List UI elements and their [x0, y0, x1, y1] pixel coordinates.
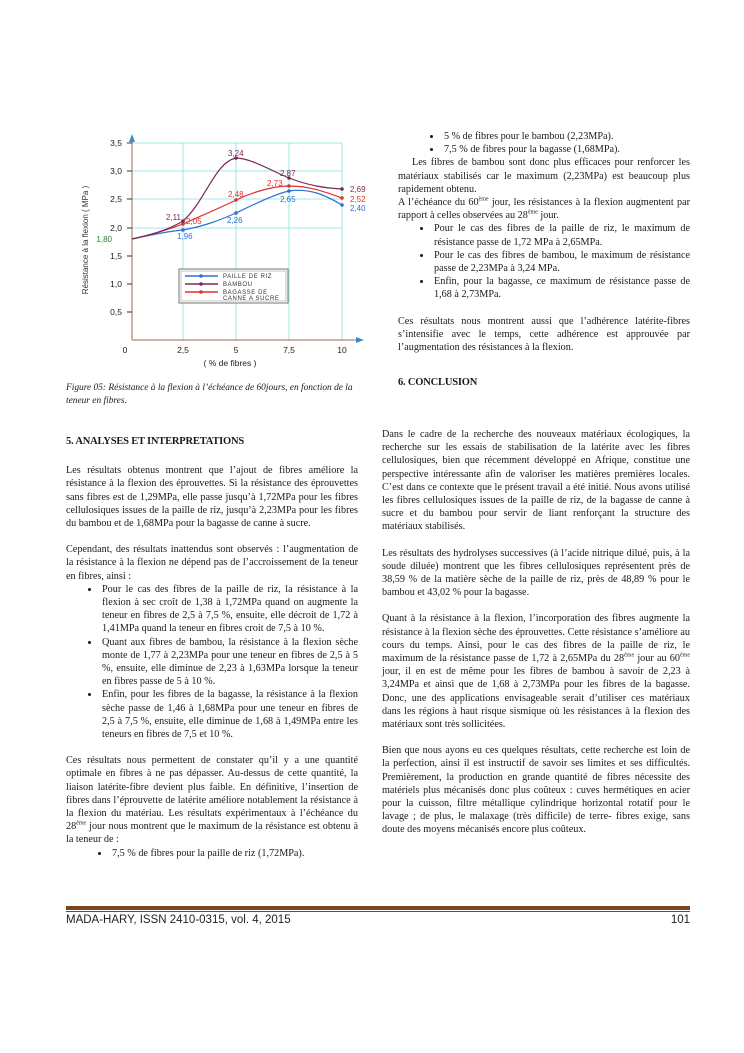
svg-text:2,52: 2,52: [350, 195, 366, 204]
svg-text:2,69: 2,69: [350, 185, 366, 194]
page-number: 101: [670, 914, 690, 926]
svg-text:CANNE A SUCRE: CANNE A SUCRE: [223, 296, 280, 302]
svg-text:3,24: 3,24: [228, 149, 244, 158]
max-list: [66, 847, 358, 860]
paragraph: Les résultats des hydrolyses successives (à l’acide nitrique dilué, puis, à la soude diluée) montrent que les fibres cellulosiques représentent près de 38,59 % de la matière sèche de la paille de riz, près de 48,89 % pour le bambou et 43,02 % pour la bagasse.: [382, 547, 690, 599]
svg-text:3,5: 3,5: [110, 138, 122, 148]
x-tick-labels: [123, 345, 347, 355]
svg-text:BAGASSE DE: BAGASSE DE: [223, 290, 268, 296]
svg-text:2,73: 2,73: [267, 179, 283, 188]
paragraph: Bien que nous ayons eu ces quelques résultats, cette recherche est loin de la perfection, ainsi il est instructif de savoir ses limites et ses difficultés. Premièrement, la production en grande quantité de fibres nécessite des matériels plus mécanisés donc plus coûteux : cuves hermétiques en acier pour la cuisson, filtre métallique cylindrique horizontal rotatif pour le lavage ; de plus, le malaxage (très difficile) de terre- fibres exige, sans doute des moyens mécanisés encore plus coûteux.: [382, 745, 690, 836]
list-item: • Pour le cas des fibres de la paille de riz, le maximum de résistance passe de 1,72 MPa à 2,65MPa.: [432, 222, 690, 248]
svg-text:2,0: 2,0: [110, 223, 122, 233]
figure-05-chart: [70, 130, 370, 370]
origin-value-label: 1,80: [96, 235, 112, 244]
svg-text:0,5: 0,5: [110, 307, 122, 317]
max-list-continued: [398, 130, 690, 156]
paragraph: Ces résultats nous permettent de constater qu’il y a une quantité optimale en fibres à ne pas dépasser. Au-dessus de cette quantité, la liaison latérite-fibre devient plus faible. En définitive, l’insertion de fibres dans l’éprouvette de latérite améliore notablement la résistance à la flexion du matériau. Les résultats expérimentaux à l’échéance du 28ème jour nous montrent que le maximum de la résistance est obtenu à la teneur de :: [66, 755, 358, 846]
paragraph: Ces résultats nous montrent aussi que l’adhérence latérite-fibres s’intensifie avec le temps, cette adhérence est approuvée par l’augmentation des résistances à la flexion.: [398, 315, 690, 354]
right-column-top: [398, 130, 690, 389]
conclusion-column: [382, 428, 690, 850]
x-axis-label: ( % de fibres ): [203, 358, 257, 368]
list-item: • 7,5 % de fibres pour la bagasse (1,68MPa).: [442, 143, 690, 156]
paragraph: A l’échéance du 60ème jour, les résistances à la flexion augmentent par rapport à celles observées au 28ème jour.: [398, 196, 690, 222]
svg-text:2,48: 2,48: [228, 190, 244, 199]
svg-text:7,5: 7,5: [283, 345, 295, 355]
svg-text:1,96: 1,96: [177, 232, 193, 241]
svg-text:2,05: 2,05: [186, 217, 202, 226]
results-list: [66, 583, 358, 741]
list-item: • Enfin, pour les fibres de la bagasse, la résistance à la flexion sèche passe de 1,46 à 1,68MPa pour une teneur en fibres de 2,5 à 7,5 %, ensuite, elle diminue de 1,68 à 1,49MPa entre les teneurs en fibres de 7,5 et 10 %.: [100, 688, 358, 741]
svg-text:10: 10: [337, 345, 347, 355]
list-item: • 5 % de fibres pour le bambou (2,23MPa).: [442, 130, 690, 143]
svg-text:2,5: 2,5: [177, 345, 189, 355]
list-item: • Pour le cas des fibres de la paille de riz, la résistance à la flexion à sec croît de 1,38 à 1,72MPa quand on augmente la teneur en fibres de 2,5 à 7,5 %, ensuite, elle décroit de 1,72 à 1,41MPa quand la teneur en fibres croit de 7,5 à 10 %.: [100, 583, 358, 636]
list-item: • Pour le cas des fibres de bambou, le maximum de résistance passe de 2,23MPa à 3,24 MPa.: [432, 249, 690, 275]
svg-text:2,26: 2,26: [227, 216, 243, 225]
y-tick-labels: [110, 138, 122, 317]
paragraph: Cependant, des résultats inattendus sont observés : l’augmentation de la résistance à la flexion ne dépend pas de l’accroissement de la teneur en fibres, ainsi :: [66, 544, 358, 582]
journal-reference: MADA-HARY, ISSN 2410-0315, vol. 4, 2015: [66, 914, 291, 926]
svg-text:PAILLE DE RIZ: PAILLE DE RIZ: [223, 274, 273, 280]
svg-text:2,40: 2,40: [350, 204, 366, 213]
page-footer: [66, 914, 690, 926]
y-axis-label: Résistance à la flexion ( MPa ): [81, 185, 90, 295]
svg-text:5: 5: [233, 345, 239, 355]
list-item: • Enfin, pour la bagasse, ce maximum de résistance passe de 1,68 à 2,73MPa.: [432, 275, 690, 301]
paragraph: Les résultats obtenus montrent que l’ajout de fibres améliore la résistance à la flexion des éprouvettes. Si la résistance des éprouvettes sans fibres est de 1,29MPa, elle passe jusqu’à 1,72MPa pour les fibres cellulosiques issues de la paille de riz, jusqu’à 2,23MPa pour les fibres du bambou et de 1,68MPa pour la bagasse de canne à sucre.: [66, 465, 358, 530]
svg-text:0: 0: [122, 345, 128, 355]
section-5-heading: 5. ANALYSES ET INTERPRETATIONS: [66, 436, 245, 447]
chart-legend: [179, 269, 288, 303]
section-6-heading: 6. CONCLUSION: [398, 377, 478, 389]
paragraph: Quant à la résistance à la flexion, l’incorporation des fibres augmente la résistance à la flexion sèche des éprouvettes. Cette résistance s’améliore au cours du temps. Ainsi, pour le cas des fibres de la paille de riz, le maximum de la résistance passe de 1,72 à 2,65MPa du 28ème jour au 60ème jour, il en est de même pour les fibres de bambou à savoir de 2,23 à 3,24MPa et ainsi que de 1,68 à 2,73MPa pour les fibres de la bagasse. Donc, une des applications envisageable serait d’utiliser ces matériaux dans les régions à haut risque sismique où les résistances à la flexion des matériaux sont très sollicitées.: [382, 613, 690, 731]
footer-rule: [66, 906, 690, 910]
results-60-list: [398, 222, 690, 301]
svg-text:2,11: 2,11: [166, 213, 181, 222]
svg-text:2,65: 2,65: [280, 195, 296, 204]
list-item: • 7,5 % de fibres pour la paille de riz (1,72MPa).: [110, 847, 358, 860]
svg-text:1,5: 1,5: [110, 251, 122, 261]
svg-text:2,87: 2,87: [280, 169, 296, 178]
svg-text:3,0: 3,0: [110, 166, 122, 176]
list-item: • Quant aux fibres de bambou, la résistance à la flexion sèche monte de 1,77 à 2,23MPa pour une teneur en fibres de 2,5 à 5 %, ensuite, elle diminue de 2,23 à 1,63MPa lorsque la teneur en fibres passe de 5 à 10 %.: [100, 636, 358, 689]
left-column: [66, 435, 358, 860]
paragraph: Les fibres de bambou sont donc plus efficaces pour renforcer les matériaux stabilisés car le maximum (2,23MPa) est beaucoup plus rapidement obtenu.: [398, 157, 690, 195]
paragraph: Dans le cadre de la recherche des nouveaux matériaux écologiques, la recherche sur les essais de stabilisation de la latérite avec les fibres cellulosiques, bien que récemment développé en Afrique, constitue une perspective intéressante afin de valoriser les matières premières locales. C’est dans ce contexte que le présent travail a été initié. Nous avons utilisé les fibres cellulosiques issues de la paille de riz, de la bagasse de canne à sucre et du bambou pour servir de liant renforçant la structure des matériaux stabilisés.: [382, 429, 690, 533]
footer-rule-thin: [66, 911, 690, 912]
svg-text:BAMBOU: BAMBOU: [223, 282, 253, 288]
figure-caption: Figure 05: Résistance à la flexion à l’échéance de 60jours, en fonction de la teneur en fibres.: [66, 383, 353, 406]
svg-text:1,0: 1,0: [110, 279, 122, 289]
svg-text:2,5: 2,5: [110, 194, 122, 204]
